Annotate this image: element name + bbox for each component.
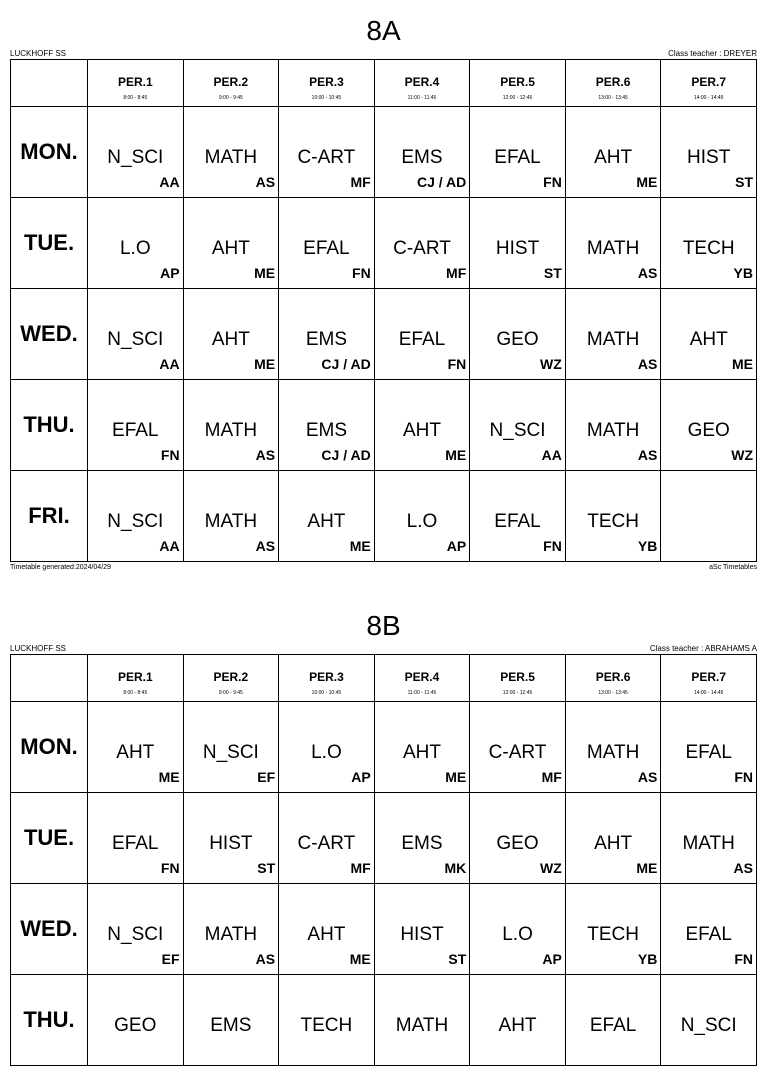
subject-label: GEO <box>496 833 539 854</box>
lesson-cell <box>565 702 661 793</box>
period-time: 10:00 - 10:45 <box>311 95 342 101</box>
teacher-code: ME <box>636 174 658 190</box>
subject-label: MATH <box>204 924 258 945</box>
lesson-cell <box>88 793 184 884</box>
lesson-cell <box>374 198 470 289</box>
lesson-cell <box>661 198 757 289</box>
teacher-code: ST <box>257 860 276 876</box>
day-row <box>11 702 757 793</box>
day-row <box>11 793 757 884</box>
period-name: PER.2 <box>213 670 249 684</box>
period-name: PER.6 <box>595 75 631 89</box>
day-row <box>11 975 757 1066</box>
subject-label: TECH <box>682 238 735 259</box>
day-label: FRI. <box>11 471 88 562</box>
subject-label: N_SCI <box>107 329 164 350</box>
period-name: PER.5 <box>500 75 535 89</box>
teacher-code: FN <box>447 356 467 372</box>
lesson-cell <box>661 107 757 198</box>
lesson-cell <box>565 471 661 562</box>
lesson-cell <box>374 380 470 471</box>
lesson-cell <box>88 975 184 1066</box>
teacher-code: AA <box>159 174 180 190</box>
teacher-code: EF <box>257 769 276 785</box>
period-time: 14:00 - 14:45 <box>693 95 724 101</box>
subject-label: N_SCI <box>680 1015 737 1036</box>
subject-label: EFAL <box>303 238 350 259</box>
subject-label: TECH <box>300 1015 353 1036</box>
lesson-cell <box>470 380 566 471</box>
period-header <box>279 655 375 702</box>
lesson-cell <box>374 884 470 975</box>
subject-label: MATH <box>395 1015 449 1036</box>
subject-label: L.O <box>311 742 342 763</box>
school-name: LUCKHOFF SS <box>10 49 67 58</box>
teacher-code: AP <box>351 769 371 785</box>
teacher-code: MF <box>350 860 371 876</box>
period-header <box>470 60 566 107</box>
teacher-code: YB <box>733 265 753 281</box>
day-label: THU. <box>11 380 88 471</box>
lesson-cell <box>374 702 470 793</box>
subject-label: EFAL <box>685 924 732 945</box>
subject-label: EFAL <box>112 833 159 854</box>
subject-label: EFAL <box>589 1015 637 1036</box>
period-time: 9:00 - 9:45 <box>218 95 243 101</box>
teacher-code: ST <box>735 174 753 190</box>
period-header <box>661 655 757 702</box>
teacher-code: AA <box>541 447 562 463</box>
period-header <box>374 60 470 107</box>
lesson-cell <box>88 702 184 793</box>
subject-label: MATH <box>586 420 640 441</box>
period-header <box>88 60 184 107</box>
teacher-code: AA <box>159 538 180 554</box>
period-header <box>565 655 661 702</box>
subject-label: N_SCI <box>489 420 546 441</box>
period-time: 9:00 - 9:45 <box>218 690 243 696</box>
subject-label: HIST <box>209 833 253 854</box>
teacher-code: ST <box>543 265 562 281</box>
teacher-code: YB <box>637 951 658 967</box>
generated-date: Timetable generated:2024/04/29 <box>10 564 111 571</box>
teacher-code: FN <box>543 174 562 190</box>
teacher-code: ME <box>636 860 658 876</box>
lesson-cell <box>88 884 184 975</box>
subject-label: AHT <box>307 511 346 532</box>
lesson-cell <box>565 198 661 289</box>
period-time: 12:00 - 12:45 <box>502 690 533 696</box>
subject-label: EFAL <box>398 329 446 350</box>
lesson-cell <box>565 884 661 975</box>
lesson-cell <box>88 289 184 380</box>
day-row <box>11 289 757 380</box>
teacher-code: AS <box>637 447 658 463</box>
lesson-cell <box>183 289 279 380</box>
lesson-cell <box>470 702 566 793</box>
period-time: 13:00 - 13:45 <box>598 95 628 101</box>
subject-label: EMS <box>210 1015 252 1036</box>
period-header <box>470 655 566 702</box>
school-name: LUCKHOFF SS <box>10 644 67 653</box>
subject-label: HIST <box>687 147 731 168</box>
lesson-cell <box>470 198 566 289</box>
period-header <box>661 60 757 107</box>
lesson-cell <box>183 380 279 471</box>
lesson-cell <box>374 471 470 562</box>
day-label: MON. <box>11 702 88 793</box>
teacher-code: ME <box>158 769 180 785</box>
subject-label: AHT <box>594 147 633 168</box>
lesson-cell <box>183 975 279 1066</box>
subject-label: AHT <box>307 924 346 945</box>
period-header <box>183 60 279 107</box>
period-time: 11:00 - 11:45 <box>407 690 437 696</box>
subject-label: AHT <box>402 742 441 763</box>
lesson-cell <box>565 289 661 380</box>
period-name: PER.3 <box>309 670 344 684</box>
period-header <box>183 655 279 702</box>
teacher-code: AS <box>637 356 658 372</box>
lesson-cell <box>88 380 184 471</box>
day-row <box>11 107 757 198</box>
teacher-code: AS <box>637 265 658 281</box>
lesson-cell <box>183 471 279 562</box>
teacher-code: ME <box>349 951 371 967</box>
subject-label: L.O <box>502 924 533 945</box>
lesson-cell <box>565 380 661 471</box>
subject-label: AHT <box>689 329 728 350</box>
period-time: 12:00 - 12:45 <box>502 95 533 101</box>
subject-label: C-ART <box>297 833 356 854</box>
period-time: 8:00 - 8:45 <box>123 690 148 696</box>
lesson-cell <box>661 471 757 562</box>
lesson-cell <box>279 107 375 198</box>
lesson-cell <box>470 289 566 380</box>
subject-label: AHT <box>594 833 633 854</box>
period-name: PER.4 <box>404 670 440 684</box>
lesson-cell <box>470 884 566 975</box>
subject-label: MATH <box>204 147 258 168</box>
class-title: 8B <box>366 610 401 641</box>
period-time: 11:00 - 11:45 <box>407 95 437 101</box>
lesson-cell <box>565 975 661 1066</box>
lesson-cell <box>374 975 470 1066</box>
lesson-cell <box>183 198 279 289</box>
subject-label: N_SCI <box>107 924 164 945</box>
period-header-row <box>11 60 757 107</box>
teacher-code: ME <box>445 769 467 785</box>
timetable-grid <box>10 654 757 1066</box>
subject-label: GEO <box>687 420 730 441</box>
teacher-code: AS <box>255 951 276 967</box>
lesson-cell <box>374 107 470 198</box>
day-row <box>11 198 757 289</box>
subject-label: C-ART <box>297 147 356 168</box>
teacher-code: FN <box>734 951 753 967</box>
lesson-cell <box>374 793 470 884</box>
subject-label: HIST <box>495 238 540 259</box>
class-teacher: Class teacher : DREYER <box>668 49 757 58</box>
period-name: PER.7 <box>691 670 727 684</box>
period-header <box>374 655 470 702</box>
teacher-code: FN <box>160 447 180 463</box>
subject-label: N_SCI <box>107 147 164 168</box>
teacher-code: MF <box>541 769 562 785</box>
period-time: 14:00 - 14:45 <box>693 690 724 696</box>
period-time: 10:00 - 10:45 <box>311 690 342 696</box>
subject-label: C-ART <box>393 238 451 259</box>
lesson-cell <box>183 107 279 198</box>
lesson-cell <box>183 884 279 975</box>
teacher-code: EF <box>161 951 180 967</box>
subject-label: C-ART <box>488 742 547 763</box>
lesson-cell <box>661 975 757 1066</box>
teacher-code: YB <box>637 538 658 554</box>
period-name: PER.7 <box>691 75 727 89</box>
period-name: PER.5 <box>500 670 535 684</box>
teacher-code: ME <box>732 356 753 372</box>
subject-label: L.O <box>406 511 438 532</box>
teacher-code: CJ / AD <box>321 356 371 372</box>
lesson-cell <box>279 198 375 289</box>
subject-label: EMS <box>401 147 443 168</box>
day-label: TUE. <box>11 198 88 289</box>
subject-label: HIST <box>400 924 444 945</box>
lesson-cell <box>279 471 375 562</box>
lesson-cell <box>661 380 757 471</box>
subject-label: EFAL <box>494 511 541 532</box>
teacher-code: CJ / AD <box>416 174 467 190</box>
lesson-cell <box>88 198 184 289</box>
lesson-cell <box>565 107 661 198</box>
lesson-cell <box>565 793 661 884</box>
day-label: THU. <box>11 975 88 1066</box>
teacher-code: AS <box>255 174 276 190</box>
subject-label: MATH <box>586 238 640 259</box>
subject-label: L.O <box>119 238 151 259</box>
subject-label: EFAL <box>112 420 159 441</box>
subject-label: AHT <box>402 420 441 441</box>
software-credit: aSc Timetables <box>709 564 757 571</box>
teacher-code: ME <box>349 538 371 554</box>
day-label: TUE. <box>11 793 88 884</box>
period-name: PER.1 <box>117 670 153 684</box>
period-name: PER.2 <box>213 75 249 89</box>
lesson-cell <box>661 884 757 975</box>
class-title: 8A <box>366 15 401 46</box>
subject-label: N_SCI <box>202 742 259 763</box>
teacher-code: MK <box>444 860 467 876</box>
subject-label: EMS <box>305 329 347 350</box>
period-name: PER.6 <box>595 670 631 684</box>
period-header <box>565 60 661 107</box>
subject-label: EMS <box>401 833 443 854</box>
lesson-cell <box>183 793 279 884</box>
teacher-code: WZ <box>540 356 562 372</box>
subject-label: EFAL <box>494 147 541 168</box>
corner-cell <box>11 655 88 702</box>
teacher-code: WZ <box>540 860 562 876</box>
lesson-cell <box>279 975 375 1066</box>
lesson-cell <box>661 289 757 380</box>
lesson-cell <box>279 702 375 793</box>
teacher-code: FN <box>543 538 562 554</box>
lesson-cell <box>661 702 757 793</box>
teacher-code: AS <box>255 447 276 463</box>
lesson-cell <box>279 289 375 380</box>
lesson-cell <box>183 702 279 793</box>
subject-label: MATH <box>682 833 735 854</box>
lesson-cell <box>279 884 375 975</box>
subject-label: TECH <box>587 924 639 945</box>
teacher-code: AS <box>255 538 276 554</box>
day-label: WED. <box>11 289 88 380</box>
period-name: PER.1 <box>117 75 153 89</box>
lesson-cell <box>279 793 375 884</box>
teacher-code: AP <box>160 265 180 281</box>
subject-label: AHT <box>498 1015 537 1036</box>
day-label: WED. <box>11 884 88 975</box>
period-header <box>88 655 184 702</box>
lesson-cell <box>279 380 375 471</box>
teacher-code: FN <box>734 769 753 785</box>
teacher-code: WZ <box>731 447 753 463</box>
lesson-cell <box>88 107 184 198</box>
teacher-code: MF <box>350 174 371 190</box>
teacher-code: FN <box>352 265 371 281</box>
subject-label: MATH <box>204 420 258 441</box>
subject-label: N_SCI <box>107 511 164 532</box>
lesson-cell <box>470 975 566 1066</box>
day-row <box>11 884 757 975</box>
teacher-code: AS <box>637 769 658 785</box>
timetable-grid <box>10 59 757 562</box>
lesson-cell <box>470 793 566 884</box>
teacher-code: FN <box>160 860 180 876</box>
period-header <box>279 60 375 107</box>
subject-label: TECH <box>587 511 639 532</box>
subject-label: AHT <box>211 329 250 350</box>
subject-label: GEO <box>114 1015 157 1036</box>
teacher-code: ME <box>445 447 467 463</box>
period-header-row <box>11 655 757 702</box>
lesson-cell <box>88 471 184 562</box>
lesson-cell <box>374 289 470 380</box>
period-time: 13:00 - 13:45 <box>598 690 628 696</box>
lesson-cell <box>470 471 566 562</box>
teacher-code: AA <box>159 356 180 372</box>
teacher-code: AS <box>733 860 753 876</box>
subject-label: MATH <box>586 329 640 350</box>
teacher-code: ME <box>254 265 276 281</box>
class-teacher: Class teacher : ABRAHAMS A <box>649 644 757 653</box>
teacher-code: CJ / AD <box>321 447 371 463</box>
teacher-code: ST <box>448 951 467 967</box>
subject-label: MATH <box>586 742 640 763</box>
subject-label: EMS <box>305 420 347 441</box>
subject-label: AHT <box>211 238 250 259</box>
day-label: MON. <box>11 107 88 198</box>
subject-label: MATH <box>204 511 258 532</box>
lesson-cell <box>661 793 757 884</box>
subject-label: GEO <box>496 329 539 350</box>
period-name: PER.3 <box>309 75 344 89</box>
teacher-code: ME <box>254 356 276 372</box>
corner-cell <box>11 60 88 107</box>
timetable-1 <box>10 607 757 1036</box>
subject-label: AHT <box>116 742 155 763</box>
teacher-code: AP <box>446 538 467 554</box>
teacher-code: MF <box>446 265 467 281</box>
day-row <box>11 380 757 471</box>
subject-label: EFAL <box>685 742 732 763</box>
teacher-code: AP <box>542 951 562 967</box>
lesson-cell <box>470 107 566 198</box>
day-row <box>11 471 757 562</box>
period-time: 8:00 - 8:45 <box>123 95 148 101</box>
period-name: PER.4 <box>404 75 440 89</box>
